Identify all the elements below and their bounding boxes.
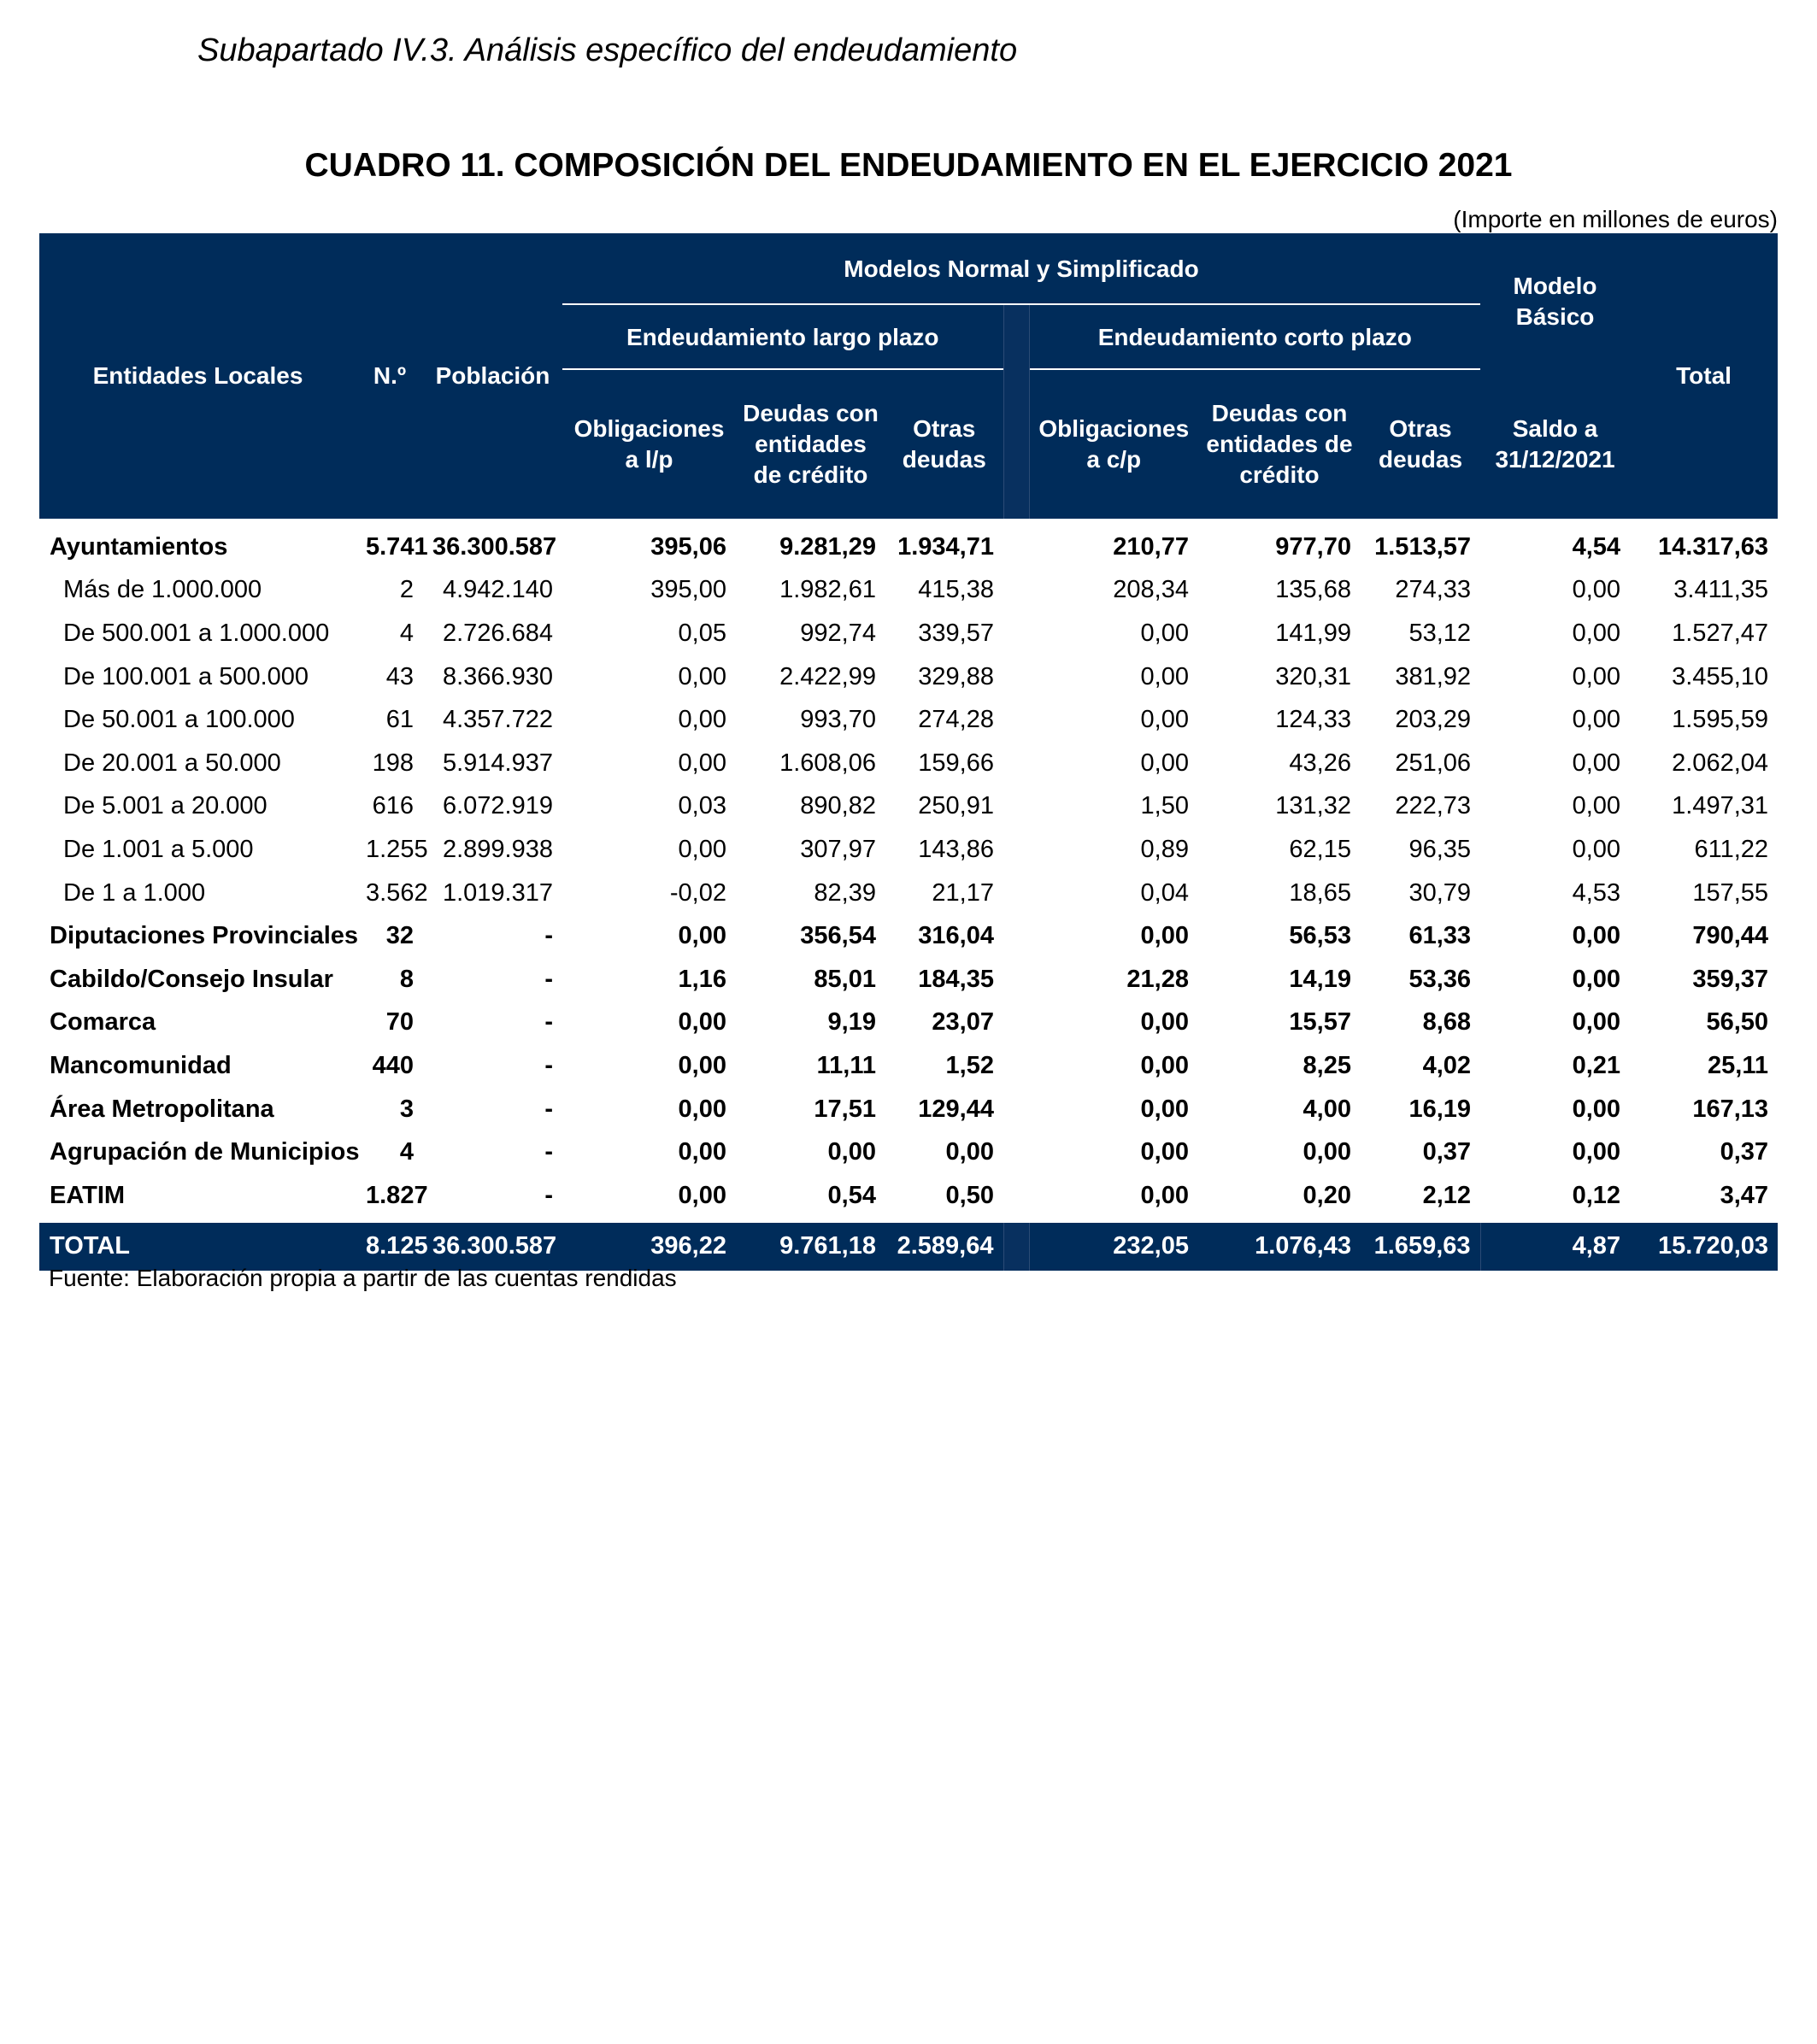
entity-name-cell: Agrupación de Municipios	[50, 1138, 360, 1166]
otras-lp-cell: 329,88	[918, 662, 994, 690]
obligaciones-lp-cell: 0,00	[678, 662, 726, 690]
obligaciones-lp-cell: 0,05	[678, 619, 726, 647]
saldo-cell: 0,00	[1572, 835, 1621, 863]
obligaciones-cp-cell: 0,00	[1140, 1051, 1189, 1079]
obligaciones-cp-cell: 0,00	[1140, 1181, 1189, 1209]
saldo-cell: 0,00	[1572, 576, 1621, 604]
otras-lp-cell: 184,35	[918, 965, 994, 993]
column-separator	[1003, 655, 1029, 699]
saldo-cell: 0,00	[1572, 922, 1621, 950]
poblacion-cell: -	[544, 965, 553, 993]
numero-cell: 440	[372, 1051, 414, 1079]
otras-lp-cell: 2.589,64	[885, 1223, 1003, 1271]
deudas-lp-cell: 9,19	[827, 1008, 876, 1037]
entity-name-cell: Cabildo/Consejo Insular	[50, 965, 333, 993]
table-row	[39, 1001, 1778, 1045]
entity-name-cell: Mancomunidad	[50, 1051, 232, 1079]
obligaciones-cp-cell: 0,00	[1140, 662, 1189, 690]
poblacion-cell: -	[544, 1008, 553, 1037]
saldo-cell: 4,54	[1572, 532, 1621, 561]
obligaciones-lp-cell: -0,02	[669, 878, 726, 907]
header-separator	[1003, 305, 1029, 370]
header-obligaciones-lp: Obligaciones a l/p	[562, 370, 736, 519]
saldo-cell: 4,53	[1572, 878, 1621, 907]
total-cell: 2.062,04	[1672, 749, 1769, 777]
entity-name-cell: Ayuntamientos	[50, 532, 228, 561]
otras-cp-cell: 4,02	[1422, 1051, 1472, 1079]
obligaciones-cp-cell: 0,00	[1140, 922, 1189, 950]
entity-name-cell: De 5.001 a 20.000	[63, 792, 268, 820]
entity-name-cell: De 1 a 1.000	[63, 878, 206, 907]
otras-cp-cell: 1.659,63	[1361, 1223, 1480, 1271]
header-entidades: Entidades Locales	[39, 233, 356, 519]
otras-lp-cell: 250,91	[918, 792, 994, 820]
column-separator	[1003, 785, 1029, 829]
poblacion-cell: 4.357.722	[442, 706, 553, 734]
numero-cell: 3.562	[366, 878, 428, 907]
otras-cp-cell: 30,79	[1408, 878, 1472, 907]
otras-cp-cell: 203,29	[1395, 706, 1472, 734]
otras-cp-cell: 8,68	[1422, 1008, 1472, 1037]
obligaciones-lp-cell: 395,06	[650, 532, 726, 561]
total-cell: 14.317,63	[1658, 532, 1769, 561]
table-title: CUADRO 11. COMPOSICIÓN DEL ENDEUDAMIENTO EN EL EJERCICIO 2021	[304, 147, 1513, 184]
numero-cell: 3	[399, 1095, 414, 1123]
otras-cp-cell: 16,19	[1408, 1095, 1472, 1123]
deudas-cp-cell: 43,26	[1289, 749, 1351, 777]
otras-cp-cell: 96,35	[1408, 835, 1472, 863]
header-obligaciones-cp: Obligaciones a c/p	[1029, 370, 1198, 519]
entity-name-cell: De 500.001 a 1.000.000	[63, 619, 330, 647]
deudas-cp-cell: 141,99	[1275, 619, 1351, 647]
header-corto-plazo: Endeudamiento corto plazo	[1029, 305, 1480, 370]
table-row	[39, 828, 1778, 872]
debt-composition-table-wrapper	[39, 233, 1778, 1271]
total-cell: 0,37	[1720, 1138, 1769, 1166]
entity-name-cell: Comarca	[50, 1008, 156, 1037]
numero-cell: 1.255	[366, 835, 428, 863]
otras-cp-cell: 53,12	[1408, 619, 1472, 647]
total-cell: 25,11	[1708, 1051, 1769, 1079]
column-separator	[1003, 914, 1029, 958]
total-cell: 3,47	[1720, 1181, 1769, 1209]
header-poblacion: Población	[423, 233, 562, 519]
obligaciones-cp-cell: 1,50	[1140, 792, 1189, 820]
otras-cp-cell: 61,33	[1408, 922, 1472, 950]
poblacion-cell: -	[544, 1138, 553, 1166]
obligaciones-cp-cell: 0,00	[1140, 1095, 1189, 1123]
deudas-lp-cell: 9.761,18	[736, 1223, 885, 1271]
entity-name-cell: EATIM	[50, 1181, 126, 1209]
otras-lp-cell: 143,86	[918, 835, 994, 863]
poblacion-cell: -	[544, 922, 553, 950]
obligaciones-lp-cell: 0,00	[678, 1095, 726, 1123]
obligaciones-lp-cell: 1,16	[678, 965, 726, 993]
otras-lp-cell: 23,07	[932, 1008, 994, 1037]
saldo-cell: 0,00	[1572, 965, 1621, 993]
table-row	[39, 698, 1778, 742]
otras-cp-cell: 274,33	[1395, 576, 1472, 604]
column-separator	[1003, 519, 1029, 569]
deudas-cp-cell: 56,53	[1289, 922, 1351, 950]
otras-lp-cell: 0,00	[945, 1138, 994, 1166]
saldo-cell: 0,21	[1572, 1051, 1621, 1079]
otras-lp-cell: 159,66	[918, 749, 994, 777]
otras-lp-cell: 1,52	[945, 1051, 994, 1079]
header-deudas-lp: Deudas con entidades de crédito	[736, 370, 885, 519]
total-cell: 1.595,59	[1672, 706, 1769, 734]
debt-composition-table	[39, 233, 1778, 1271]
total-cell: 359,37	[1692, 965, 1769, 993]
deudas-cp-cell: 135,68	[1275, 576, 1351, 604]
table-body	[39, 519, 1778, 1271]
deudas-lp-cell: 0,00	[827, 1138, 876, 1166]
column-separator	[1003, 1131, 1029, 1174]
obligaciones-cp-cell: 0,89	[1140, 835, 1189, 863]
deudas-lp-cell: 17,51	[814, 1095, 876, 1123]
numero-cell: 43	[385, 662, 414, 690]
obligaciones-lp-cell: 0,00	[678, 1008, 726, 1037]
otras-cp-cell: 381,92	[1395, 662, 1472, 690]
table-row	[39, 1044, 1778, 1088]
saldo-cell: 4,87	[1480, 1223, 1630, 1271]
column-separator	[1003, 1044, 1029, 1088]
deudas-cp-cell: 320,31	[1275, 662, 1351, 690]
numero-cell: 8.125	[356, 1223, 423, 1271]
saldo-cell: 0,00	[1572, 706, 1621, 734]
table-row	[39, 655, 1778, 699]
deudas-cp-cell: 1.076,43	[1198, 1223, 1361, 1271]
poblacion-cell: 36.300.587	[432, 532, 557, 561]
total-cell: 1.497,31	[1672, 792, 1769, 820]
table-row	[39, 1088, 1778, 1131]
header-total: Total	[1630, 233, 1778, 519]
numero-cell: 4	[399, 1138, 414, 1166]
entity-name-cell: De 20.001 a 50.000	[63, 749, 281, 777]
poblacion-cell: 36.300.587	[423, 1223, 562, 1271]
otras-lp-cell: 0,50	[945, 1181, 994, 1209]
deudas-lp-cell: 356,54	[800, 922, 876, 950]
table-row	[39, 872, 1778, 915]
column-separator	[1003, 828, 1029, 872]
poblacion-cell: 5.914.937	[442, 749, 553, 777]
deudas-cp-cell: 4,00	[1302, 1095, 1351, 1123]
obligaciones-cp-cell: 210,77	[1113, 532, 1189, 561]
total-cell: 167,13	[1692, 1095, 1769, 1123]
header-numero: N.º	[356, 233, 423, 519]
table-header	[39, 233, 1778, 519]
deudas-lp-cell: 85,01	[814, 965, 876, 993]
deudas-lp-cell: 1.982,61	[779, 576, 876, 604]
otras-lp-cell: 1.934,71	[897, 532, 994, 561]
deudas-lp-cell: 993,70	[800, 706, 876, 734]
otras-cp-cell: 0,37	[1422, 1138, 1472, 1166]
column-separator	[1003, 1088, 1029, 1131]
total-cell: 157,55	[1692, 878, 1769, 907]
numero-cell: 1.827	[366, 1181, 428, 1209]
column-separator	[1003, 872, 1029, 915]
numero-cell: 32	[385, 922, 414, 950]
numero-cell: 70	[385, 1008, 414, 1037]
obligaciones-lp-cell: 396,22	[562, 1223, 736, 1271]
entity-name-cell: Área Metropolitana	[50, 1095, 274, 1123]
obligaciones-lp-cell: 0,03	[678, 792, 726, 820]
header-deudas-cp: Deudas con entidades de crédito	[1198, 370, 1361, 519]
otras-cp-cell: 53,36	[1408, 965, 1472, 993]
numero-cell: 616	[372, 792, 414, 820]
table-row	[39, 914, 1778, 958]
obligaciones-cp-cell: 0,00	[1140, 1138, 1189, 1166]
deudas-cp-cell: 977,70	[1275, 532, 1351, 561]
otras-cp-cell: 1.513,57	[1374, 532, 1472, 561]
total-cell: 3.411,35	[1673, 576, 1769, 604]
header-largo-plazo: Endeudamiento largo plazo	[562, 305, 1003, 370]
poblacion-cell: 2.899.938	[442, 835, 553, 863]
table-row	[39, 958, 1778, 1001]
header-otras-cp: Otras deudas	[1361, 370, 1480, 519]
total-cell: 611,22	[1694, 835, 1769, 863]
numero-cell: 198	[372, 749, 414, 777]
deudas-cp-cell: 0,20	[1302, 1181, 1351, 1209]
total-cell: 56,50	[1706, 1008, 1769, 1037]
obligaciones-cp-cell: 0,04	[1140, 878, 1189, 907]
column-separator	[1003, 1001, 1029, 1045]
obligaciones-lp-cell: 0,00	[678, 1181, 726, 1209]
obligaciones-cp-cell: 21,28	[1126, 965, 1189, 993]
otras-lp-cell: 129,44	[918, 1095, 994, 1123]
numero-cell: 61	[385, 706, 414, 734]
otras-cp-cell: 251,06	[1395, 749, 1472, 777]
deudas-cp-cell: 14,19	[1289, 965, 1351, 993]
deudas-lp-cell: 307,97	[800, 835, 876, 863]
obligaciones-lp-cell: 0,00	[678, 706, 726, 734]
entity-name-cell: De 100.001 a 500.000	[63, 662, 309, 690]
table-row	[39, 519, 1778, 569]
poblacion-cell: 1.019.317	[442, 878, 553, 907]
poblacion-cell: -	[544, 1051, 553, 1079]
table-row	[39, 1174, 1778, 1218]
numero-cell: 2	[399, 576, 414, 604]
column-separator	[1003, 1223, 1029, 1271]
obligaciones-cp-cell: 0,00	[1140, 619, 1189, 647]
deudas-cp-cell: 18,65	[1289, 878, 1351, 907]
poblacion-cell: 2.726.684	[442, 619, 553, 647]
deudas-lp-cell: 2.422,99	[779, 662, 876, 690]
saldo-cell: 0,00	[1572, 792, 1621, 820]
saldo-cell: 0,00	[1572, 662, 1621, 690]
deudas-lp-cell: 82,39	[814, 878, 876, 907]
column-separator	[1003, 612, 1029, 655]
poblacion-cell: 6.072.919	[442, 792, 553, 820]
saldo-cell: 0,00	[1572, 619, 1621, 647]
poblacion-cell: 8.366.930	[442, 662, 553, 690]
deudas-lp-cell: 0,54	[827, 1181, 876, 1209]
otras-lp-cell: 316,04	[918, 922, 994, 950]
obligaciones-lp-cell: 0,00	[678, 835, 726, 863]
deudas-lp-cell: 890,82	[800, 792, 876, 820]
deudas-cp-cell: 62,15	[1289, 835, 1351, 863]
obligaciones-cp-cell: 0,00	[1140, 749, 1189, 777]
table-row	[39, 569, 1778, 613]
table-row	[39, 785, 1778, 829]
saldo-cell: 0,00	[1572, 1095, 1621, 1123]
obligaciones-lp-cell: 0,00	[678, 1051, 726, 1079]
column-separator	[1003, 698, 1029, 742]
entity-name-cell: TOTAL	[39, 1223, 356, 1271]
column-separator	[1003, 958, 1029, 1001]
poblacion-cell: 4.942.140	[442, 576, 553, 604]
deudas-cp-cell: 15,57	[1289, 1008, 1351, 1037]
numero-cell: 5.741	[366, 532, 428, 561]
header-modelos-normal: Modelos Normal y Simplificado	[562, 233, 1480, 305]
source-note: Fuente: Elaboración propia a partir de las cuentas rendidas	[49, 1265, 677, 1291]
obligaciones-cp-cell: 208,34	[1113, 576, 1189, 604]
column-separator	[1003, 742, 1029, 785]
obligaciones-lp-cell: 395,00	[650, 576, 726, 604]
table-row	[39, 612, 1778, 655]
deudas-lp-cell: 992,74	[800, 619, 876, 647]
poblacion-cell: -	[544, 1181, 553, 1209]
header-modelo-basico: Modelo Básico	[1480, 233, 1630, 370]
obligaciones-lp-cell: 0,00	[678, 1138, 726, 1166]
otras-lp-cell: 21,17	[932, 878, 994, 907]
saldo-cell: 0,00	[1572, 1138, 1621, 1166]
header-otras-lp: Otras deudas	[885, 370, 1003, 519]
deudas-cp-cell: 0,00	[1302, 1138, 1351, 1166]
saldo-cell: 0,00	[1572, 1008, 1621, 1037]
section-heading: Subapartado IV.3. Análisis específico del endeudamiento	[197, 32, 1018, 68]
column-separator	[1003, 569, 1029, 613]
deudas-cp-cell: 131,32	[1275, 792, 1351, 820]
table-row	[39, 1131, 1778, 1174]
otras-lp-cell: 415,38	[918, 576, 994, 604]
deudas-cp-cell: 8,25	[1302, 1051, 1351, 1079]
obligaciones-cp-cell: 232,05	[1029, 1223, 1198, 1271]
table-row	[39, 742, 1778, 785]
deudas-cp-cell: 124,33	[1275, 706, 1351, 734]
entity-name-cell: De 50.001 a 100.000	[63, 706, 295, 734]
obligaciones-lp-cell: 0,00	[678, 749, 726, 777]
entity-name-cell: De 1.001 a 5.000	[63, 835, 254, 863]
units-note: (Importe en millones de euros)	[1453, 206, 1778, 232]
numero-cell: 4	[399, 619, 414, 647]
poblacion-cell: -	[544, 1095, 553, 1123]
entity-name-cell: Más de 1.000.000	[63, 576, 262, 604]
numero-cell: 8	[399, 965, 414, 993]
column-separator	[1003, 1174, 1029, 1218]
total-cell: 790,44	[1692, 922, 1769, 950]
header-saldo: Saldo a 31/12/2021	[1480, 370, 1630, 519]
total-cell: 1.527,47	[1672, 619, 1769, 647]
saldo-cell: 0,00	[1572, 749, 1621, 777]
entity-name-cell: Diputaciones Provinciales	[50, 922, 359, 950]
obligaciones-cp-cell: 0,00	[1140, 1008, 1189, 1037]
obligaciones-lp-cell: 0,00	[678, 922, 726, 950]
saldo-cell: 0,12	[1572, 1181, 1621, 1209]
otras-lp-cell: 274,28	[918, 706, 994, 734]
otras-lp-cell: 339,57	[918, 619, 994, 647]
otras-cp-cell: 222,73	[1395, 792, 1472, 820]
deudas-lp-cell: 11,11	[816, 1051, 876, 1079]
total-cell: 15.720,03	[1630, 1223, 1778, 1271]
obligaciones-cp-cell: 0,00	[1140, 706, 1189, 734]
otras-cp-cell: 2,12	[1422, 1181, 1472, 1209]
deudas-lp-cell: 1.608,06	[779, 749, 876, 777]
deudas-lp-cell: 9.281,29	[779, 532, 876, 561]
total-cell: 3.455,10	[1672, 662, 1769, 690]
header-separator	[1003, 370, 1029, 519]
total-row	[39, 1223, 1778, 1271]
